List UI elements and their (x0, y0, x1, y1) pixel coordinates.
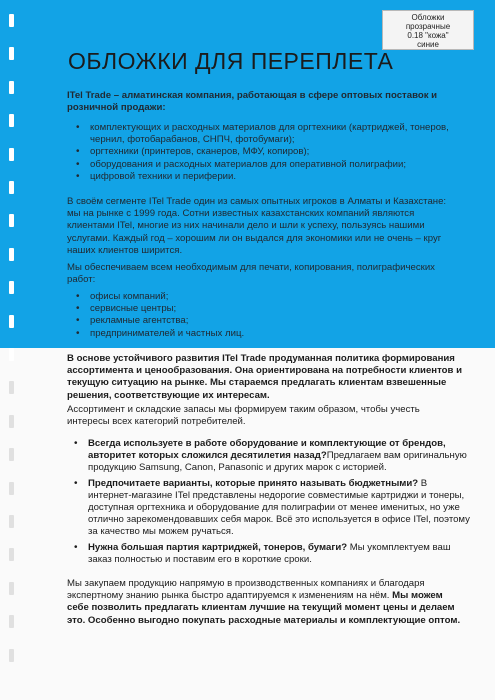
binding-hole (9, 181, 14, 194)
binding-hole (9, 348, 14, 361)
binding-hole (9, 415, 14, 428)
closing-text: Мы закупаем продукцию напрямую в производственных компаниях и благодаря экспертному знанию рынка быстро адаптируемся к изменениям на нём. (67, 578, 425, 602)
client-list (72, 291, 452, 340)
list-item: • офисы компаний; (72, 291, 452, 303)
binding-hole (9, 281, 14, 294)
binding-hole (9, 214, 14, 227)
item-bold-text: Всегда используете в работе оборудование и комплектующие от брендов, авторитет которых сложился десятилетия назад? (88, 438, 446, 462)
binding-hole (9, 81, 14, 94)
services-paragraph: Мы обеспечиваем всем необходимым для печати, копирования, полиграфических работ: (67, 262, 435, 286)
product-label (382, 10, 474, 50)
closing-paragraph (67, 578, 467, 627)
binding-hole (9, 615, 14, 628)
closing-bold-text: Мы можем себе позволить предлагать клиентам лучшие на текущий момент цены и делаем это. Особенно выгодно покупать расходные материалы и комплектующие оптом. (67, 590, 461, 626)
list-item: • оргтехники (принтеров, сканеров, МФУ, копиров); (72, 146, 452, 158)
binding-hole (9, 248, 14, 261)
list-item: • рекламные агентства; (72, 315, 452, 327)
item-bold-text: Нужна большая партия картриджей, тонеров, бумаги? (88, 541, 348, 553)
binding-hole (9, 582, 14, 595)
policy-paragraph: В основе устойчивого развития ITel Trade продуманная политика формирования ассортимента и ценообразования. Она ориентирована на потребности клиентов и текущую ситуацию на рынке. Мы стараемся предлагать клиентам взвешенные решения, соответствующие их интересам. (67, 353, 462, 401)
list-item: • сервисные центры; (72, 303, 452, 315)
binding-hole (9, 381, 14, 394)
label-line: синие (417, 40, 439, 49)
label-line: Обложки (411, 13, 445, 22)
binding-hole (9, 148, 14, 161)
label-line: прозрачные (405, 22, 451, 31)
list-item: • цифровой техники и периферии. (72, 171, 452, 183)
binding-hole (9, 448, 14, 461)
binding-hole (9, 315, 14, 328)
item-text: В интернет-магазине ITel представлены недорогие совместимые картриджи и тонеры, доступная оргтехника и оборудование для полиграфии от менее именитых, но уже отлично зарекомендовавших себя марок. Всё это используется в офисе ITel, поэтому за качество мы можем ручаться. (88, 477, 470, 538)
cover-intro: ITel Trade – алматинская компания, работающая в сфере оптовых поставок и розничной продажи: (67, 90, 438, 114)
item-bold-text: Предпочитаете варианты, которые принято называть бюджетными? (88, 477, 419, 489)
product-list (72, 122, 452, 183)
list-item (70, 542, 470, 566)
list-item (70, 438, 470, 475)
binding-hole (9, 114, 14, 127)
list-item: • предпринимателей и частных лиц. (72, 328, 452, 340)
item-text: Предлагаем вам оригинальную продукцию Samsung, Canon, Panasonic и других марок с историей. (88, 450, 467, 474)
label-line: 0.18 "кожа" (407, 31, 449, 40)
binding-hole (9, 482, 14, 495)
binding-hole (9, 649, 14, 662)
company-paragraph: В своём сегменте ITel Trade один из самых опытных игроков в Алматы и Казахстане: мы на рынке с 1999 года. Сотни известных казахстанских компаний являются клиентами ITel, многие из них начинали дело и шли к успеху, пользуясь нашими услугами. Каждый год – хорошим ли он выдался для экономики или не очень – круг наших клиентов ширится. (67, 196, 447, 256)
item-text: Мы укомплектуем ваш заказ полностью и поставим его в короткие сроки. (88, 541, 451, 565)
list-item (70, 478, 470, 539)
offer-list (70, 438, 470, 569)
binding-hole (9, 14, 14, 27)
list-item: • оборудования и расходных материалов для оперативной полиграфии; (72, 159, 452, 171)
binding-hole (9, 47, 14, 60)
assortment-paragraph: Ассортимент и складские запасы мы формируем таким образом, чтобы учесть интересы всех категорий потребителей. (67, 404, 420, 428)
binding-holes (9, 14, 15, 694)
page-title: ОБЛОЖКИ ДЛЯ ПЕРЕПЛЕТА (68, 48, 394, 74)
binding-hole (9, 515, 14, 528)
binding-hole (9, 548, 14, 561)
list-item: • комплектующих и расходных материалов для оргтехники (картриджей, тонеров, чернил, фотобарабанов, СНПЧ, фотобумаги); (72, 122, 452, 146)
